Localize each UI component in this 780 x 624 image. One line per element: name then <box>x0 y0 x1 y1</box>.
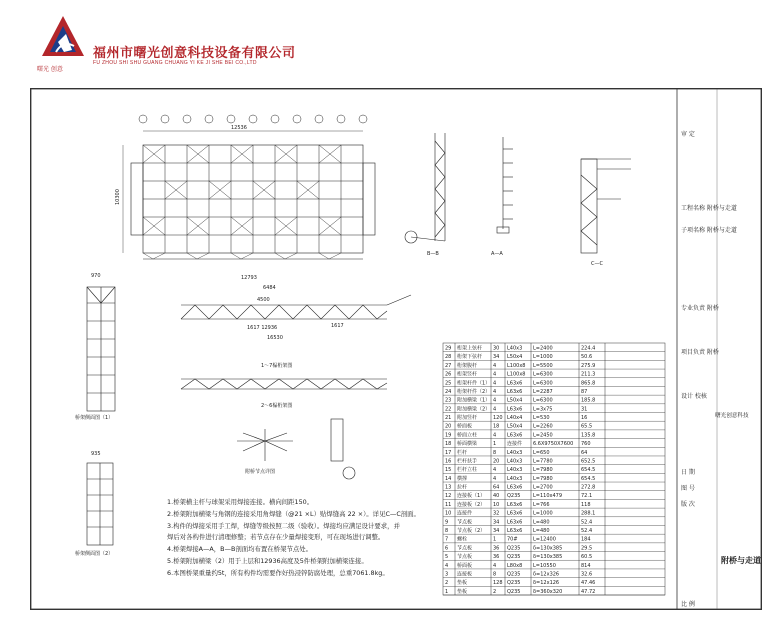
table-cell: 814 <box>581 562 591 569</box>
table-cell: 节点板 <box>457 545 473 552</box>
table-cell: 垫板 <box>457 588 468 595</box>
dim-1617-12936: 1617 12936 <box>247 325 278 331</box>
table-cell: 6 <box>445 545 449 552</box>
elevation-label-2: 2～6榀桁架图 <box>261 403 293 409</box>
table-cell: L100x8 <box>507 371 526 378</box>
table-cell: 螺栓 <box>457 536 468 543</box>
table-cell: 288.1 <box>581 510 596 517</box>
company-logo <box>38 12 88 66</box>
table-cell: δ=130x385 <box>533 545 563 552</box>
table-cell: L=10550 <box>533 562 556 569</box>
table-cell: L63x6 <box>507 501 523 508</box>
table-cell: 附加横梁（2） <box>457 406 491 413</box>
side-frame-2 <box>87 463 113 545</box>
table-cell: 栏杆扶手 <box>457 458 478 465</box>
table-cell: 连接板（2） <box>457 501 486 508</box>
table-cell: 65.5 <box>581 423 593 430</box>
table-cell: 20 <box>445 423 452 430</box>
header <box>0 0 780 78</box>
table-cell: L63x6 <box>507 528 523 534</box>
tb-row-4: 专业负责 附桥 <box>681 305 719 312</box>
table-cell: 87 <box>581 388 588 395</box>
table-cell: 72.1 <box>581 493 593 500</box>
table-cell: 28 <box>445 354 452 361</box>
table-cell: δ=360x320 <box>533 588 563 595</box>
table-cell: 桁架竖杆 <box>457 371 478 378</box>
table-cell: L=766 <box>533 501 550 508</box>
table-cell: 30 <box>493 345 500 352</box>
tb-row-8: 图 号 <box>681 485 695 492</box>
table-cell: L=6300 <box>533 397 553 404</box>
tb-row-10: 比 例 <box>681 601 695 608</box>
table-cell: 连接件 <box>457 510 473 517</box>
table-cell: L=2450 <box>533 432 553 439</box>
table-cell: 22 <box>445 406 452 413</box>
table-cell: 29 <box>445 345 452 352</box>
table-cell: 24 <box>445 388 452 395</box>
table-cell: 1 <box>493 536 497 543</box>
table-cell: 18 <box>445 441 452 448</box>
table-cell: 4 <box>493 388 497 395</box>
table-cell: 23 <box>445 397 452 404</box>
table-cell: 654.5 <box>581 475 596 482</box>
table-cell: 11 <box>445 501 452 508</box>
table-cell: 桥面横梁 <box>457 441 478 448</box>
table-cell: 12 <box>445 493 452 500</box>
table-cell: 17 <box>445 449 452 456</box>
tb-row-6: 设计 校核 <box>681 393 707 400</box>
table-cell: 4 <box>493 432 497 439</box>
table-cell: L=2260 <box>533 423 553 430</box>
table-cell: 桁架上弦杆 <box>457 345 483 352</box>
table-cell: L50x4 <box>507 354 523 361</box>
dim-12793: 12793 <box>241 275 257 281</box>
table-cell: 34 <box>493 354 500 361</box>
table-cell: L=3x75 <box>533 406 553 413</box>
table-cell: L100x8 <box>507 362 526 369</box>
table-cell: L=6300 <box>533 371 553 378</box>
tb-row-1: 审 定 <box>681 131 695 138</box>
table-cell: 36 <box>493 554 500 561</box>
table-cell: 4 <box>493 467 497 474</box>
dim-4500: 4500 <box>257 297 270 303</box>
table-cell: 4 <box>493 397 497 404</box>
dim-left: 10300 <box>115 189 121 205</box>
dim-1617: 1617 <box>331 323 344 329</box>
table-cell: δ=130x385 <box>533 554 563 561</box>
table-cell: 211.3 <box>581 371 596 378</box>
table-cell: Q235 <box>507 493 521 500</box>
section-a-label: A—A <box>491 251 503 257</box>
table-cell: 70# <box>507 536 518 543</box>
table-cell: 52.4 <box>581 519 593 526</box>
table-cell: 26 <box>445 371 452 378</box>
table-cell: 节点板 <box>457 554 473 561</box>
table-cell: 275.9 <box>581 362 596 369</box>
tb-row-9: 版 次 <box>681 501 695 508</box>
side-frame-1 <box>87 287 115 411</box>
table-cell: L80x8 <box>507 562 523 569</box>
table-cell: L=7980 <box>533 467 553 474</box>
table-cell: L40x3 <box>507 449 523 456</box>
table-cell: 185.8 <box>581 397 596 404</box>
section-c-label: C—C <box>591 261 603 267</box>
table-cell: 27 <box>445 362 452 369</box>
table-cell: 184 <box>581 536 591 543</box>
table-cell: 6.6X9750X7600 <box>533 441 574 448</box>
node-detail-label: 附桥节点详图 <box>245 469 276 475</box>
table-cell: 760 <box>581 441 591 448</box>
parts-table-rows <box>443 345 665 595</box>
dim-6484: 6484 <box>263 285 276 291</box>
table-cell: 桁架杆件（2） <box>457 388 491 395</box>
drawing-sheet <box>30 88 762 610</box>
table-cell: L50x4 <box>507 397 523 404</box>
table-cell: 60.5 <box>581 554 593 561</box>
table-cell: 桥面板 <box>457 423 473 430</box>
table-cell: 桁架杆件（1） <box>457 380 491 387</box>
table-cell: Q235 <box>507 588 521 595</box>
table-cell: 7 <box>445 536 449 543</box>
table-cell: 4 <box>445 562 449 569</box>
table-cell: 654.5 <box>581 467 596 474</box>
table-cell: 13 <box>445 484 452 491</box>
table-cell: L=12400 <box>533 536 556 543</box>
note-3: 3.构件的焊接采用手工焊，焊缝等级按照二级（验收）。焊接均应满足设计要求，并 <box>167 522 400 530</box>
table-cell: L40x4 <box>507 415 523 422</box>
table-cell: L63x6 <box>507 510 523 517</box>
section-a <box>497 137 513 233</box>
table-cell: L63x6 <box>507 380 523 387</box>
table-cell: 5 <box>445 554 449 561</box>
table-cell: 50.6 <box>581 354 593 361</box>
dim-970: 970 <box>91 273 101 279</box>
truss-elevation-1 <box>181 295 411 319</box>
company-name-en: FU ZHOU SHI SHU GUANG CHUANG YI KE JI SHE BEI CO.,LTD <box>93 60 257 66</box>
note-1: 1.桥架横主杆与球架采用焊接连接。横向间距150。 <box>167 498 314 506</box>
table-cell: Q235 <box>507 554 521 561</box>
table-cell: L63x6 <box>507 484 523 491</box>
table-cell: L63x6 <box>507 388 523 395</box>
table-cell: 节点板（2） <box>457 528 486 534</box>
note-5: 4.桥架焊接A—A，B—B剖面均布置在桥架节点处。 <box>167 545 313 553</box>
table-cell: 栏杆 <box>457 449 468 456</box>
company-name-cn: 福州市曙光创意科技设备有限公司 <box>93 46 296 61</box>
table-cell: Q235 <box>507 580 521 587</box>
table-cell: 4 <box>493 475 497 482</box>
table-cell: 8 <box>493 571 497 578</box>
table-cell: 20 <box>493 458 500 465</box>
table-cell: 64 <box>581 449 588 456</box>
table-cell: L40x3 <box>507 458 523 465</box>
tb-row-5: 项目负责 附桥 <box>681 349 719 356</box>
table-cell: 25 <box>445 380 452 387</box>
elevation-label-1: 1～7榀桁架图 <box>261 363 293 369</box>
table-cell: L=7980 <box>533 475 553 482</box>
table-cell: 47.72 <box>581 588 596 595</box>
table-cell: 连接板（1） <box>457 493 486 500</box>
table-cell: L=480 <box>533 519 550 526</box>
table-cell: 垫板 <box>457 580 468 587</box>
note-6: 5.桥架附加横梁（2）用于上层和12936高度及5件桥架附加横梁连接。 <box>167 557 368 565</box>
table-cell: 4 <box>493 562 497 569</box>
table-cell: 16 <box>581 415 588 422</box>
table-cell: L40x3 <box>507 345 523 352</box>
side-label-2: 桥架侧面图（2） <box>75 551 114 557</box>
table-cell: 附加竖杆 <box>457 415 478 422</box>
table-cell: L=1000 <box>533 510 553 517</box>
truss-elevation-2 <box>181 379 387 389</box>
table-cell: 29.5 <box>581 545 593 552</box>
note-7: 6.本图桥架重量约5t，所有构件均需要作好热浸锌防腐处理，总重7061.8kg。 <box>167 569 389 577</box>
table-cell: 31 <box>581 406 588 413</box>
table-cell: 19 <box>445 432 452 439</box>
table-cell: 14 <box>445 475 452 482</box>
note-4: 焊后对各构件进行清理修整；若节点存在少量焊接变形，可在现场进行调整。 <box>167 533 385 541</box>
side-label-1: 桥架侧面图（1） <box>75 415 114 421</box>
axis-bubbles <box>139 115 367 123</box>
table-cell: 桁架下弦杆 <box>457 354 483 361</box>
table-cell: L63x6 <box>507 432 523 439</box>
table-cell: 652.5 <box>581 458 596 465</box>
table-cell: 连接件 <box>507 441 523 448</box>
table-cell: 3 <box>445 571 449 578</box>
table-cell: L=5500 <box>533 362 553 369</box>
dim-935: 935 <box>91 451 101 457</box>
table-cell: 4 <box>493 362 497 369</box>
table-cell: 1 <box>445 588 449 595</box>
table-cell: 桥面立柱 <box>457 432 478 439</box>
tb-row-7: 日 期 <box>681 469 695 476</box>
table-cell: 40 <box>493 493 500 500</box>
table-cell: 52.4 <box>581 528 593 534</box>
table-cell: 135.8 <box>581 432 596 439</box>
table-cell: 10 <box>445 510 452 517</box>
table-cell: L=110x479 <box>533 493 563 500</box>
table-cell: 21 <box>445 415 452 422</box>
table-cell: L=530 <box>533 415 550 422</box>
table-cell: 128 <box>493 580 503 587</box>
section-b <box>405 133 445 243</box>
table-cell: 2 <box>445 580 449 587</box>
tb-company: 曙光创意科技 <box>715 413 749 419</box>
table-cell: 47.46 <box>581 580 596 587</box>
table-cell: 桁架腹杆 <box>457 362 478 369</box>
table-cell: 865.8 <box>581 380 596 387</box>
table-cell: 连接板 <box>457 571 473 578</box>
table-cell: 桥面板 <box>457 562 473 569</box>
table-cell: L=2700 <box>533 484 553 491</box>
table-cell: L=2400 <box>533 345 553 352</box>
tb-row-2: 工程名称 附桥与走道 <box>681 205 737 212</box>
table-cell: 120 <box>493 415 503 422</box>
table-cell: 4 <box>493 406 497 413</box>
table-cell: L40x3 <box>507 467 523 474</box>
table-cell: 32 <box>493 510 500 517</box>
table-cell: 附加横梁（1） <box>457 397 491 404</box>
table-cell: 16 <box>445 458 452 465</box>
table-cell: L50x4 <box>507 423 523 430</box>
table-cell: 36 <box>493 545 500 552</box>
table-cell: 64 <box>493 484 500 491</box>
dim-16530: 16530 <box>267 335 283 341</box>
table-cell: 18 <box>493 423 500 430</box>
table-cell: 224.4 <box>581 345 596 352</box>
table-cell: 32.6 <box>581 571 593 578</box>
brand-text: 曙光 创意 <box>37 66 63 73</box>
table-cell: 2 <box>493 588 497 595</box>
tb-row-3: 子项名称 附桥与走道 <box>681 227 737 234</box>
table-cell: Q235 <box>507 545 521 552</box>
table-cell: L=7780 <box>533 458 553 465</box>
table-cell: L=1000 <box>533 354 553 361</box>
table-cell: δ=12x326 <box>533 571 560 578</box>
table-cell: 1 <box>493 441 497 448</box>
drawing-title: 附桥与走道 <box>721 556 761 565</box>
table-cell: 拉杆 <box>457 484 468 491</box>
table-cell: Q235 <box>507 571 521 578</box>
table-cell: 15 <box>445 467 452 474</box>
dim-top: 12536 <box>231 125 247 131</box>
table-cell: 栏杆立柱 <box>457 467 478 474</box>
table-cell: L=6300 <box>533 380 553 387</box>
table-cell: L40x3 <box>507 475 523 482</box>
table-cell: L63x6 <box>507 406 523 413</box>
table-cell: 34 <box>493 519 500 526</box>
table-cell: 10 <box>493 501 500 508</box>
table-cell: 4 <box>493 371 497 378</box>
table-cell: 横撑 <box>457 475 468 482</box>
table-cell: L=480 <box>533 528 550 534</box>
table-cell: 8 <box>493 449 497 456</box>
note-2: 2.桥架附加横梁与角钢的连接采用角焊缝（@21 ×L）贴焊缝高 22 ×）。详见C—C剖面。 <box>167 510 420 518</box>
table-cell: L=650 <box>533 449 550 456</box>
table-cell: 272.8 <box>581 484 596 491</box>
section-b-label: B—B <box>427 251 439 257</box>
table-cell: 4 <box>493 380 497 387</box>
plan-grid <box>131 145 375 259</box>
table-cell: 9 <box>445 519 449 526</box>
table-cell: δ=12x126 <box>533 580 560 587</box>
table-cell: L63x6 <box>507 519 523 526</box>
table-cell: 118 <box>581 501 591 508</box>
section-c <box>581 159 631 253</box>
drawing-canvas <box>31 89 761 609</box>
table-cell: L=2287 <box>533 388 553 395</box>
table-cell: 34 <box>493 528 500 534</box>
table-cell: 节点板 <box>457 519 473 526</box>
table-cell: 8 <box>445 528 449 534</box>
